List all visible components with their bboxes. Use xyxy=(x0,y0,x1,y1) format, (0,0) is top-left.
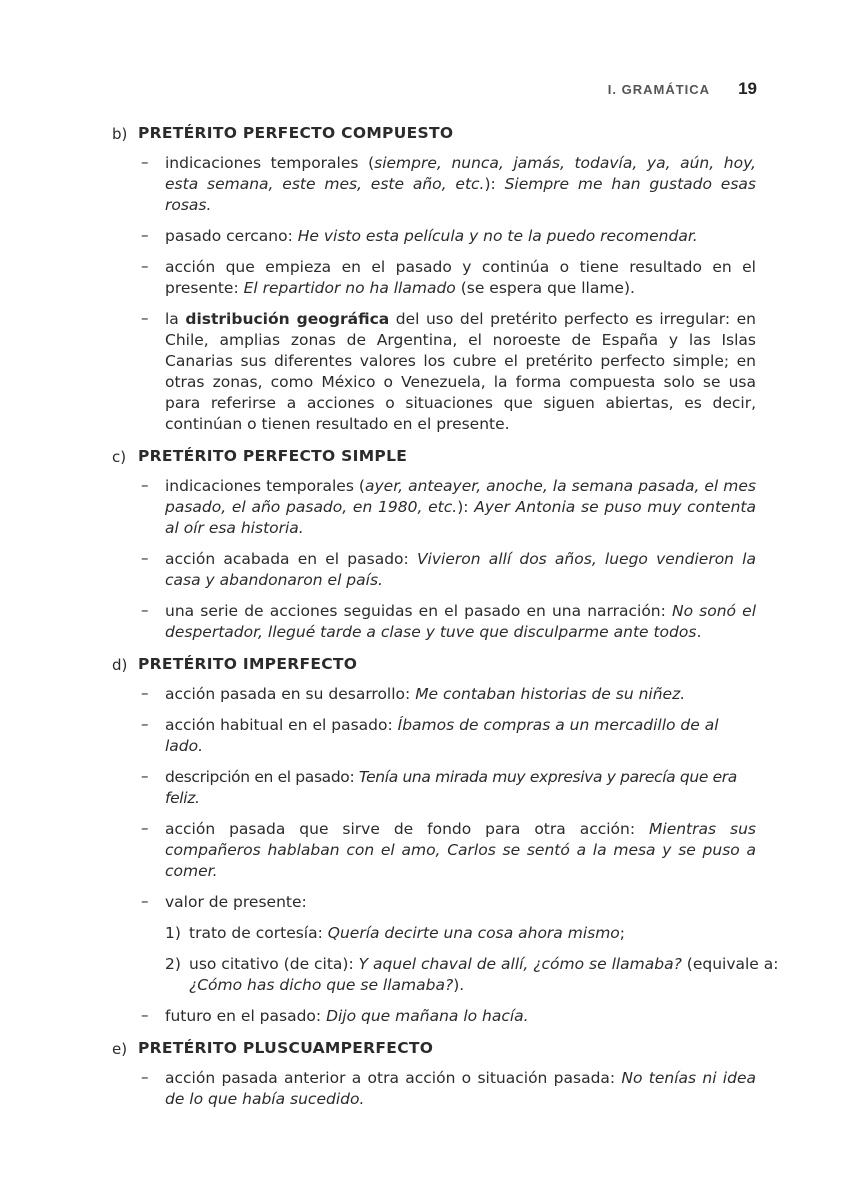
section-title: PRETÉRITO PLUSCUAMPERFECTO xyxy=(138,1039,434,1057)
list-item: – acción habitual en el pasado: Íbamos de compras a un mercadillo de al lado. xyxy=(165,715,756,757)
bold-term: distribución geográfica xyxy=(185,310,390,328)
section-title: PRETÉRITO PERFECTO SIMPLE xyxy=(138,447,408,465)
section-preterito-imperfecto xyxy=(0,654,849,1027)
list-item: – acción pasada que sirve de fondo para otra acción: Mientras sus compañeros hablaban con el amo, Carlos se sentó a la mesa y se puso a comer. xyxy=(165,819,756,882)
section-heading xyxy=(0,1038,849,1060)
section-heading xyxy=(0,123,849,145)
list-item: – descripción en el pasado: Tenía una mirada muy expresiva y parecía que era feliz. xyxy=(165,767,756,809)
numbered-subitem: 2) uso citativo (de cita): Y aquel chaval de allí, ¿cómo se llamaba? (equivale a: ¿Cómo has dicho que se llamaba?). xyxy=(165,955,779,994)
list-item: – indicaciones temporales (ayer, anteayer, anoche, la semana pasada, el mes pasado, el año pasado, en 1980, etc.): Ayer Antonia se puso muy contenta al oír esa historia. xyxy=(165,476,756,539)
list-item: – pasado cercano: He visto esta película y no te la puedo recomendar. xyxy=(165,226,756,247)
section-letter: b) xyxy=(112,125,128,143)
section-preterito-perfecto-compuesto xyxy=(0,123,849,435)
section-letter: c) xyxy=(112,448,127,466)
page-number: 19 xyxy=(738,79,757,98)
section-letter: e) xyxy=(112,1040,128,1058)
section-preterito-perfecto-simple xyxy=(0,446,849,643)
list-item: – valor de presente: xyxy=(165,892,756,913)
section-heading xyxy=(0,654,849,676)
page-header xyxy=(608,78,757,100)
list-item: – acción pasada en su desarrollo: Me contaban historias de su niñez. xyxy=(165,684,756,705)
list-item: – la distribución geográfica del uso del pretérito perfecto es irregular: en Chile, amplias zonas de Argentina, el noroeste de España y las Islas Canarias sus diferentes valores los cubre el pretérito perfecto simple; en otras zonas, como México o Venezuela, la forma compuesta solo se usa para referirse a acciones o situaciones que siguen abiertas, es decir, continúan o tienen resultado en el presente. xyxy=(165,309,756,435)
section-heading xyxy=(0,446,849,468)
section-title: PRETÉRITO IMPERFECTO xyxy=(138,655,358,673)
list-item: – una serie de acciones seguidas en el pasado en una narración: No sonó el despertador, llegué tarde a clase y tuve que disculparme ante todos. xyxy=(165,601,756,643)
chapter-title: I. GRAMÁTICA xyxy=(607,82,711,97)
section-preterito-pluscuamperfecto xyxy=(0,1038,849,1110)
subitem-number: 2) xyxy=(165,955,181,973)
list-item: – acción que empieza en el pasado y continúa o tiene resultado en el presente: El repartidor no ha llamado (se espera que llame). xyxy=(165,257,756,299)
subitem-number: 1) xyxy=(165,924,181,942)
section-title: PRETÉRITO PERFECTO COMPUESTO xyxy=(138,124,454,142)
page-content xyxy=(0,123,849,1121)
list-item: – acción acabada en el pasado: Vivieron allí dos años, luego vendieron la casa y abandonaron el país. xyxy=(165,549,756,591)
list-item: – indicaciones temporales (siempre, nunca, jamás, todavía, ya, aún, hoy, esta semana, este mes, este año, etc.): Siempre me han gustado esas rosas. xyxy=(165,153,756,216)
section-letter: d) xyxy=(112,656,128,674)
list-item: – futuro en el pasado: Dijo que mañana lo hacía. xyxy=(165,1006,756,1027)
numbered-subitem: 1) trato de cortesía: Quería decirte una cosa ahora mismo; xyxy=(165,924,626,942)
list-item: – acción pasada anterior a otra acción o situación pasada: No tenías ni idea de lo que había sucedido. xyxy=(165,1068,756,1110)
